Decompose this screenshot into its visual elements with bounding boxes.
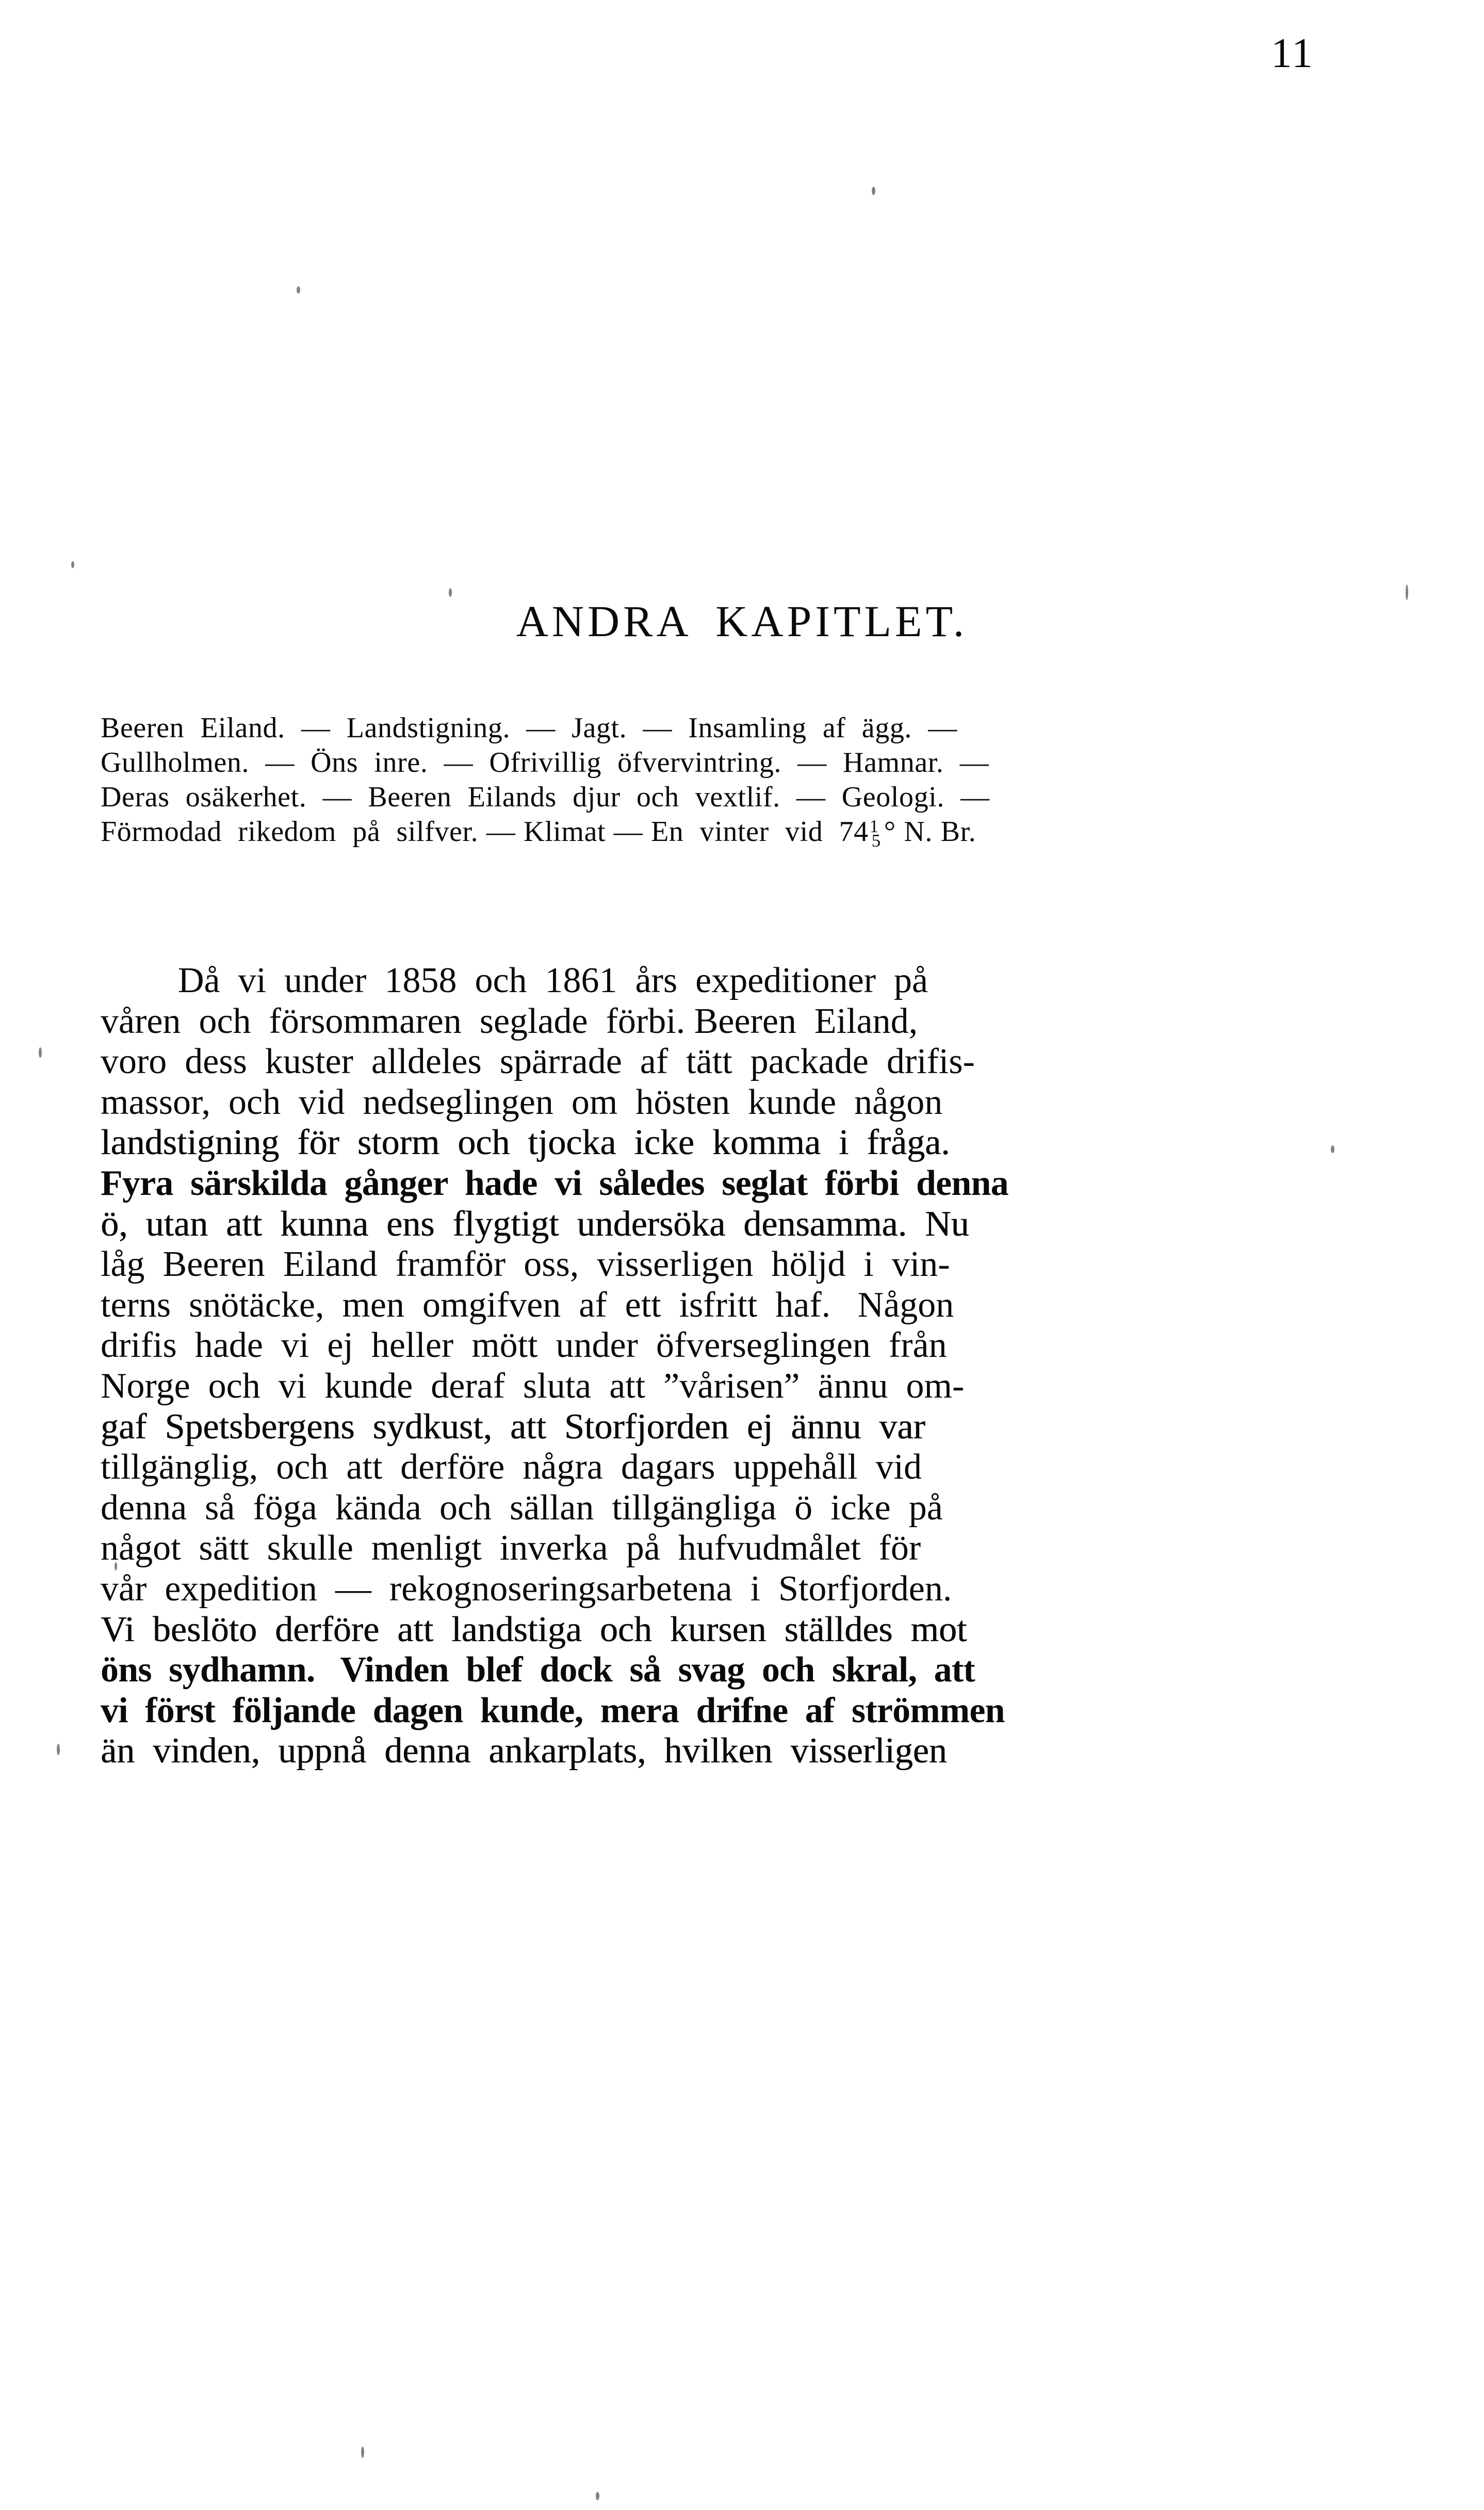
body-line: Fyra särskilda gånger hade vi således seglat förbi denna — [101, 1163, 1008, 1203]
scan-speck — [71, 561, 74, 568]
chapter-title: ANDRA KAPITLET. — [516, 596, 968, 646]
body-line: öns sydhamn. Vinden blef dock så svag och skral, att — [101, 1650, 975, 1690]
scan-speck — [872, 187, 875, 195]
body-line: landstigning för storm och tjocka icke komma i fråga. — [101, 1123, 950, 1163]
body-line: våren och försommaren seglade förbi. Beeren Eiland, — [101, 1001, 918, 1041]
body-line: Norge och vi kunde deraf sluta att ”vårisen” ännu om- — [101, 1366, 965, 1406]
scan-speck — [596, 2492, 599, 2500]
body-line: gaf Spetsbergens sydkust, att Storfjorden ej ännu var — [101, 1406, 925, 1447]
chapter-summary — [101, 711, 1388, 849]
body-line: Vi beslöto derföre att landstiga och kursen ställdes mot — [101, 1609, 967, 1649]
body-line: än vinden, uppnå denna ankarplats, hvilken visserligen — [101, 1731, 947, 1771]
scan-speck — [39, 1047, 42, 1058]
body-line: drifis hade vi ej heller mött under öfverseglingen från — [101, 1325, 947, 1366]
scan-speck — [57, 1744, 60, 1755]
fraction-numerator: 1 — [869, 816, 879, 836]
fraction-denominator: 5 — [871, 831, 881, 851]
summary-line — [101, 815, 1388, 849]
body-line: massor, och vid nedseglingen om hösten kunde någon — [101, 1082, 943, 1122]
summary-line: Deras osäkerhet. — Beeren Eilands djur och vextlif. — Geologi. — — [101, 781, 990, 813]
body-line: låg Beeren Eiland framför oss, visserligen höljd i vin- — [101, 1244, 950, 1285]
latitude-tail: ° N. Br. — [884, 816, 976, 848]
body-line: vi först följande dagen kunde, mera drifne af strömmen — [101, 1690, 1005, 1730]
latitude-fraction — [869, 816, 884, 851]
body-paragraph — [101, 961, 1390, 1772]
body-line: vår expedition — rekognoseringsarbetena i Storfjorden. — [101, 1568, 952, 1609]
scan-speck — [297, 286, 300, 294]
summary-line: Beeren Eiland. — Landstigning. — Jagt. — Insamling af ägg. — — [101, 712, 957, 744]
body-line: ö, utan att kunna ens flygtigt undersöka densamma. Nu — [101, 1204, 969, 1244]
body-line: tillgänglig, och att derföre några dagars uppehåll vid — [101, 1447, 922, 1487]
summary-line: Gullholmen. — Öns inre. — Ofrivillig öfvervintring. — Hamnar. — — [101, 747, 989, 779]
body-line: Då vi under 1858 och 1861 års expeditioner på — [178, 961, 928, 1000]
summary-line-text: Förmodad rikedom på silfver. — Klimat — En vinter vid 74 — [101, 816, 869, 848]
body-line: voro dess kuster alldeles spärrade af tätt packade drifis- — [101, 1042, 975, 1082]
body-line: terns snötäcke, men omgifven af ett isfritt haf. Någon — [101, 1285, 954, 1325]
scan-speck — [361, 2447, 364, 2458]
page-number: 11 — [1271, 29, 1314, 76]
body-line: något sätt skulle menligt inverka på hufvudmålet för — [101, 1528, 921, 1568]
scan-speck — [449, 588, 452, 597]
body-line: denna så föga kända och sällan tillgängliga ö icke på — [101, 1487, 943, 1528]
